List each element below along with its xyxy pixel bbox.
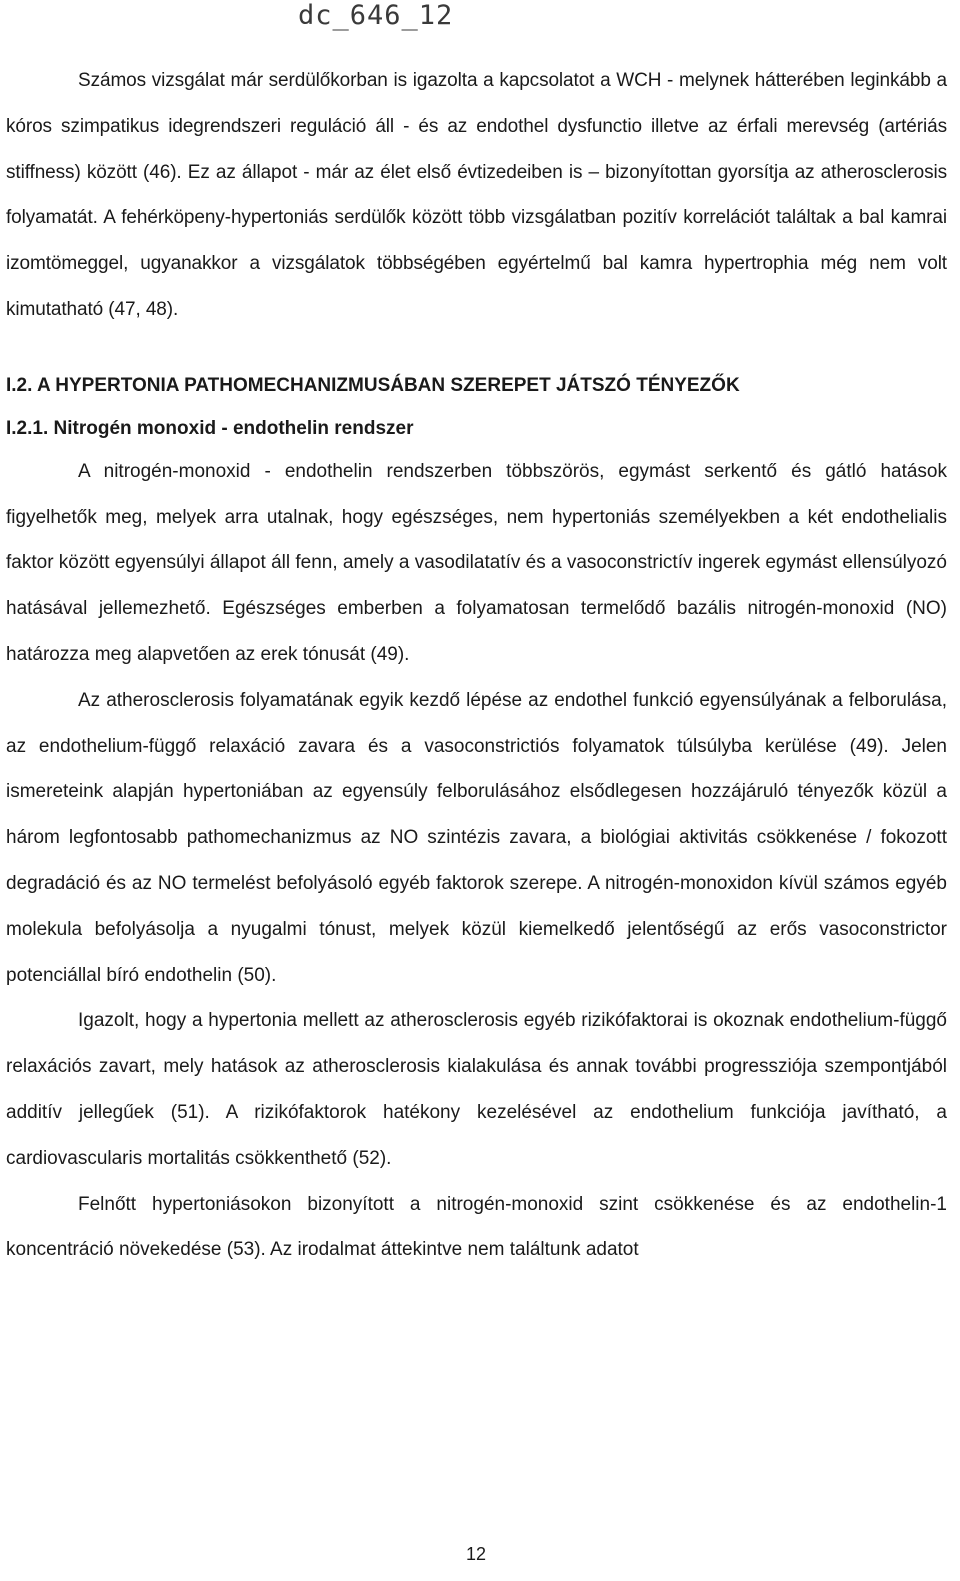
document-id-label: dc_646_12	[298, 0, 454, 31]
spacer	[6, 333, 947, 365]
paragraph-no-endothelin-balance: A nitrogén-monoxid - endothelin rendszerben többszörös, egymást serkentő és gátló hatások figyelhetők meg, melyek arra utalnak, hogy egészséges, nem hypertoniás személyekben a két endothelialis faktor között egyensúlyi állapot áll fenn, amely a vasodilatatív és a vasoconstrictív ingerek egymást ellensúlyozó hatásával jellemezhető. Egészséges emberben a folyamatosan termelődő bazális nitrogén-monoxid (NO) határozza meg alapvetően az erek tónusát (49).	[6, 460, 947, 665]
paragraph-adult-hypertension: Felnőtt hypertoniásokon bizonyított a nitrogén-monoxid szint csökkenése és az endothelin-1 koncentráció növekedése (53). Az irodalmat áttekintve nem találtunk adatot	[6, 1193, 947, 1261]
paragraph-wch-adolescents: Számos vizsgálat már serdülőkorban is igazolta a kapcsolatot a WCH - melynek hátterében leginkább a kóros szimpatikus idegrendszeri reguláció áll - és az endothel dysfunctio illetve az érfali merevség (artériás stiffness) között (46). Ez az állapot - már az élet első évtizedeiben is – bizonyítottan gyorsítja az atherosclerosis folyamatát. A fehérköpeny-hypertoniás serdülők között több vizsgálatban pozitív korrelációt találtak a bal kamrai izomtömeggel, ugyanakkor a vizsgálatok többségében egyértelmű bal kamra hypertrophia még nem volt kimutatható (47, 48).	[6, 70, 947, 320]
subsection-heading: I.2.1. Nitrogén monoxid - endothelin rendszer	[6, 417, 414, 439]
page-number: 12	[465, 1544, 487, 1564]
paragraph-risk-factors: Igazolt, hogy a hypertonia mellett az atherosclerosis egyéb rizikófaktorai is okoznak endothelium-függő relaxációs zavart, mely hatások az atherosclerosis kialakulása és annak további progressziója szempontjából additív jellegűek (51). A rizikófaktorok hatékony kezelésével az endothelium funkciója javítható, a cardiovascularis mortalitás csökkenthető (52).	[6, 1010, 947, 1169]
paragraph-atherosclerosis-endothel: Az atherosclerosis folyamatának egyik kezdő lépése az endothel funkció egyensúlyának a felborulása, az endothelium-függő relaxáció zavara és a vasoconstrictiós folyamatok túlsúlyba kerülése (49). Jelen ismereteink alapján hypertoniában az egyensúly felborulásához elsődlegesen hozzájáruló tényezők közül a három legfontosabb pathomechanizmus az NO szintézis zavara, a biológiai aktivitás csökkenése / fokozott degradáció és az NO termelést befolyásoló egyéb faktorok szerepe. A nitrogén-monoxidon kívül számos egyéb molekula befolyásolja a nyugalmi tónust, melyek közül kiemelkedő jelentőségű az erős vasoconstrictor potenciállal bíró endothelin (50).	[6, 689, 947, 986]
section-heading: I.2. A HYPERTONIA PATHOMECHANIZMUSÁBAN SZEREPET JÁTSZÓ TÉNYEZŐK	[6, 374, 740, 396]
page-content	[6, 58, 947, 1273]
